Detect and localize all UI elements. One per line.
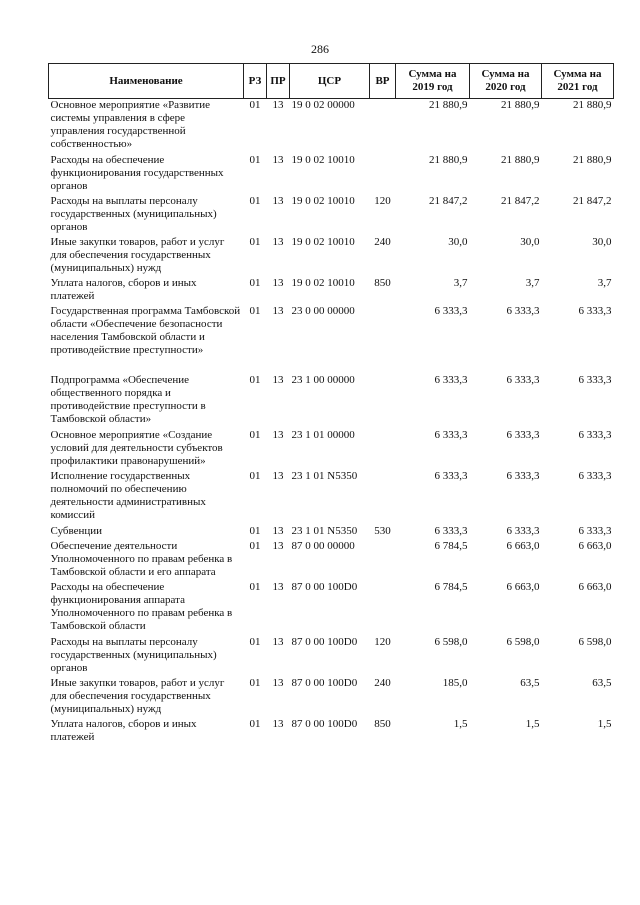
header-csr: ЦСР — [290, 64, 370, 99]
row-vr — [370, 429, 396, 470]
table-row — [49, 154, 614, 195]
row-sum-2019: 6 333,3 — [434, 524, 468, 537]
row-vr — [370, 470, 396, 525]
row-sum-2020: 63,5 — [520, 676, 540, 689]
table-row — [49, 429, 614, 470]
row-rz: 01 — [249, 99, 261, 111]
row-rz: 01 — [249, 717, 261, 730]
row-sum-2019: 1,5 — [453, 717, 468, 730]
header-sum-2021: Сумма на 2021 год — [542, 64, 614, 99]
row-csr: 19 0 02 10010 — [291, 153, 355, 166]
row-sum-2021: 6 598,0 — [578, 635, 612, 648]
row-rz: 01 — [249, 469, 261, 482]
row-csr: 19 0 02 10010 — [291, 194, 355, 207]
table-row — [49, 99, 614, 154]
row-sum-2021: 21 847,2 — [573, 194, 612, 207]
row-sum-2020: 3,7 — [525, 276, 540, 289]
row-vr: 850 — [374, 276, 391, 289]
row-name: Расходы на обеспечение функционирования государственных органов — [50, 153, 224, 192]
row-sum-2019: 3,7 — [453, 276, 468, 289]
row-vr — [370, 374, 396, 429]
row-name: Расходы на выплаты персоналу государственных (муниципальных) органов — [50, 194, 217, 233]
row-sum-2021: 6 333,3 — [578, 373, 612, 386]
row-vr: 530 — [374, 524, 391, 537]
row-csr: 23 1 01 N5350 — [291, 469, 358, 482]
row-vr: 850 — [374, 717, 391, 730]
budget-table — [48, 63, 614, 746]
row-vr — [370, 581, 396, 636]
row-pr: 13 — [272, 304, 284, 317]
row-sum-2021: 6 333,3 — [578, 304, 612, 317]
row-name: Основное мероприятие «Создание условий для деятельности субъектов профилактики правонарушений» — [50, 428, 223, 467]
row-name: Подпрограмма «Обеспечение общественного порядка и противодействие преступности в Тамбовской области» — [50, 373, 206, 425]
row-rz: 01 — [249, 194, 261, 207]
row-sum-2020: 21 880,9 — [501, 153, 540, 166]
table-row — [49, 305, 614, 374]
row-sum-2020: 1,5 — [525, 717, 540, 730]
row-rz: 01 — [249, 153, 261, 166]
row-csr: 87 0 00 100D0 — [291, 635, 358, 648]
header-name: Наименование — [49, 64, 244, 99]
row-sum-2020: 21 847,2 — [501, 194, 540, 207]
row-rz: 01 — [249, 676, 261, 689]
page-number: 286 — [311, 42, 329, 56]
row-vr: 240 — [374, 676, 391, 689]
row-name: Расходы на выплаты персоналу государственных (муниципальных) органов — [50, 635, 217, 674]
row-csr: 19 0 02 10010 — [291, 235, 355, 248]
row-name: Исполнение государственных полномочий по обеспечению деятельности административных комиссий — [50, 469, 206, 521]
header-sum-2020: Сумма на 2020 год — [470, 64, 542, 99]
row-csr: 87 0 00 100D0 — [291, 676, 358, 689]
table-row — [49, 374, 614, 429]
row-csr: 23 0 00 00000 — [291, 304, 355, 317]
table-row — [49, 277, 614, 305]
row-pr: 13 — [272, 469, 284, 482]
row-sum-2021: 6 663,0 — [578, 539, 612, 552]
row-name: Иные закупки товаров, работ и услуг для обеспечения государственных (муниципальных) нужд — [50, 676, 225, 715]
row-sum-2020: 21 880,9 — [501, 99, 540, 111]
row-pr: 13 — [272, 235, 284, 248]
table-row — [49, 718, 614, 746]
row-pr: 13 — [272, 539, 284, 552]
row-rz: 01 — [249, 428, 261, 441]
row-csr: 19 0 02 10010 — [291, 276, 355, 289]
row-rz: 01 — [249, 373, 261, 386]
row-name: Обеспечение деятельности Уполномоченного по правам ребенка в Тамбовской области и его аппарата — [50, 539, 233, 578]
row-sum-2021: 6 663,0 — [578, 580, 612, 593]
row-vr: 120 — [374, 194, 391, 207]
row-vr — [370, 540, 396, 581]
row-rz: 01 — [249, 580, 261, 593]
table-row — [49, 677, 614, 718]
row-vr — [370, 154, 396, 195]
row-name: Иные закупки товаров, работ и услуг для обеспечения государственных (муниципальных) нужд — [50, 235, 225, 274]
row-sum-2021: 1,5 — [597, 717, 612, 730]
table-row — [49, 470, 614, 525]
row-name: Расходы на обеспечение функционирования аппарата Уполномоченного по правам ребенка в Тамбовской области — [50, 580, 233, 632]
row-name: Основное мероприятие «Развитие системы управления в сфере управления государственной собственностью» — [50, 99, 211, 150]
row-rz: 01 — [249, 276, 261, 289]
table-header — [49, 64, 614, 99]
row-sum-2019: 6 333,3 — [434, 373, 468, 386]
table-row — [49, 540, 614, 581]
row-sum-2019: 6 333,3 — [434, 428, 468, 441]
row-sum-2019: 6 784,5 — [434, 539, 468, 552]
row-pr: 13 — [272, 153, 284, 166]
row-sum-2021: 21 880,9 — [573, 99, 612, 111]
row-sum-2019: 6 333,3 — [434, 469, 468, 482]
row-csr: 87 0 00 00000 — [291, 539, 355, 552]
header-rz: РЗ — [244, 64, 267, 99]
table-body — [49, 99, 614, 746]
row-sum-2019: 185,0 — [442, 676, 468, 689]
row-sum-2021: 6 333,3 — [578, 428, 612, 441]
row-pr: 13 — [272, 373, 284, 386]
row-vr: 120 — [374, 635, 391, 648]
row-sum-2020: 6 333,3 — [506, 428, 540, 441]
row-vr — [370, 99, 396, 154]
row-sum-2019: 6 333,3 — [434, 304, 468, 317]
row-name: Уплата налогов, сборов и иных платежей — [50, 276, 197, 302]
row-sum-2019: 21 880,9 — [429, 99, 468, 111]
row-pr: 13 — [272, 194, 284, 207]
table-row — [49, 195, 614, 236]
row-rz: 01 — [249, 235, 261, 248]
row-sum-2021: 30,0 — [592, 235, 612, 248]
table-row — [49, 236, 614, 277]
row-sum-2020: 6 663,0 — [506, 539, 540, 552]
row-name: Государственная программа Тамбовской области «Обеспечение безопасности населения Тамбовской области и противодействие преступности» — [50, 304, 241, 356]
row-sum-2021: 6 333,3 — [578, 469, 612, 482]
row-rz: 01 — [249, 539, 261, 552]
row-pr: 13 — [272, 580, 284, 593]
row-csr: 23 1 01 00000 — [291, 428, 355, 441]
row-vr: 240 — [374, 235, 391, 248]
header-pr: ПР — [267, 64, 290, 99]
row-sum-2019: 21 847,2 — [429, 194, 468, 207]
table-row — [49, 581, 614, 636]
row-csr: 87 0 00 100D0 — [291, 717, 358, 730]
table-row — [49, 525, 614, 540]
row-sum-2019: 6 598,0 — [434, 635, 468, 648]
row-csr: 23 1 01 N5350 — [291, 524, 358, 537]
header-vr: ВР — [370, 64, 396, 99]
row-sum-2020: 6 598,0 — [506, 635, 540, 648]
row-csr: 19 0 02 00000 — [291, 99, 355, 111]
row-csr: 87 0 00 100D0 — [291, 580, 358, 593]
row-pr: 13 — [272, 717, 284, 730]
row-sum-2021: 6 333,3 — [578, 524, 612, 537]
row-pr: 13 — [272, 524, 284, 537]
row-sum-2020: 6 333,3 — [506, 373, 540, 386]
row-sum-2020: 6 333,3 — [506, 304, 540, 317]
row-name: Субвенции — [50, 524, 103, 537]
row-sum-2019: 30,0 — [448, 235, 468, 248]
row-name: Уплата налогов, сборов и иных платежей — [50, 717, 197, 743]
row-sum-2020: 30,0 — [520, 235, 540, 248]
table-row — [49, 636, 614, 677]
row-rz: 01 — [249, 635, 261, 648]
row-sum-2021: 63,5 — [592, 676, 612, 689]
row-rz: 01 — [249, 524, 261, 537]
row-sum-2020: 6 663,0 — [506, 580, 540, 593]
row-csr: 23 1 00 00000 — [291, 373, 355, 386]
row-vr — [370, 305, 396, 374]
row-pr: 13 — [272, 276, 284, 289]
row-pr: 13 — [272, 428, 284, 441]
row-pr: 13 — [272, 99, 284, 111]
row-pr: 13 — [272, 635, 284, 648]
row-sum-2021: 3,7 — [597, 276, 612, 289]
row-sum-2021: 21 880,9 — [573, 153, 612, 166]
row-sum-2020: 6 333,3 — [506, 469, 540, 482]
row-rz: 01 — [249, 304, 261, 317]
row-sum-2019: 6 784,5 — [434, 580, 468, 593]
row-sum-2019: 21 880,9 — [429, 153, 468, 166]
row-sum-2020: 6 333,3 — [506, 524, 540, 537]
header-sum-2019: Сумма на 2019 год — [396, 64, 470, 99]
row-pr: 13 — [272, 676, 284, 689]
